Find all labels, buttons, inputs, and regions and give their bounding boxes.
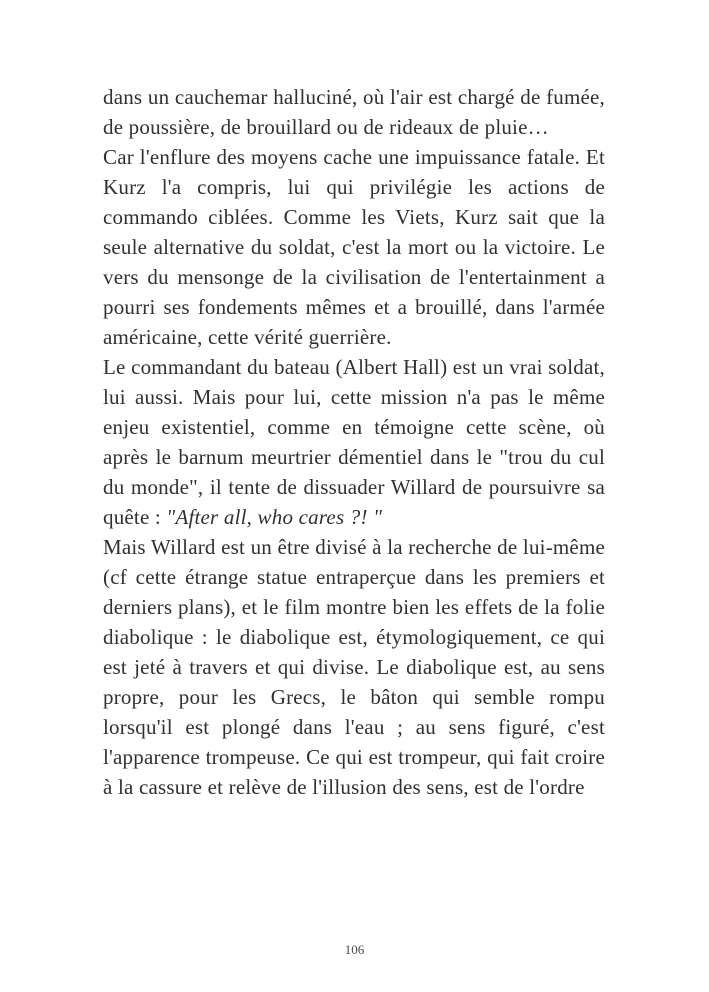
body-text [103,82,605,802]
paragraph-commandant [103,352,605,532]
paragraph-nightmare: dans un cauchemar halluciné, où l'air est chargé de fumée, de poussière, de brouillard ou de rideaux de pluie… [103,85,605,139]
paragraph-commandant-text: Le commandant du bateau (Albert Hall) est un vrai soldat, lui aussi. Mais pour lui, cette mission n'a pas le même enjeu existentiel, comme en témoigne cette scène, où après le barnum meurtrier démentiel dans le "trou du cul du monde", il tente de dissuader Willard de poursuivre sa quête : [103,355,605,529]
page-number: 106 [344,942,365,957]
paragraph-willard: Mais Willard est un être divisé à la recherche de lui-même (cf cette étrange statue entraperçue dans les premiers et derniers plans), et le film montre bien les effets de la folie diabolique : le diabolique est, étymologiquement, ce qui est jeté à travers et qui divise. Le diabolique est, au sens propre, pour les Grecs, le bâton qui semble rompu lorsqu'il est plongé dans l'eau ; au sens figuré, c'est l'apparence trompeuse. Ce qui est trompeur, qui fait croire à la cassure et relève de l'illusion des sens, est de l'ordre [103,535,605,799]
quote-after-all: "After all, who cares ?! " [166,505,383,529]
paragraph-kurz: Car l'enflure des moyens cache une impuissance fatale. Et Kurz l'a compris, lui qui privilégie les actions de commando ciblées. Comme les Viets, Kurz sait que la seule alternative du soldat, c'est la mort ou la victoire. Le vers du mensonge de la civilisation de l'entertainment a pourri ses fondements mêmes et a brouillé, dans l'armée américaine, cette vérité guerrière. [103,145,605,349]
